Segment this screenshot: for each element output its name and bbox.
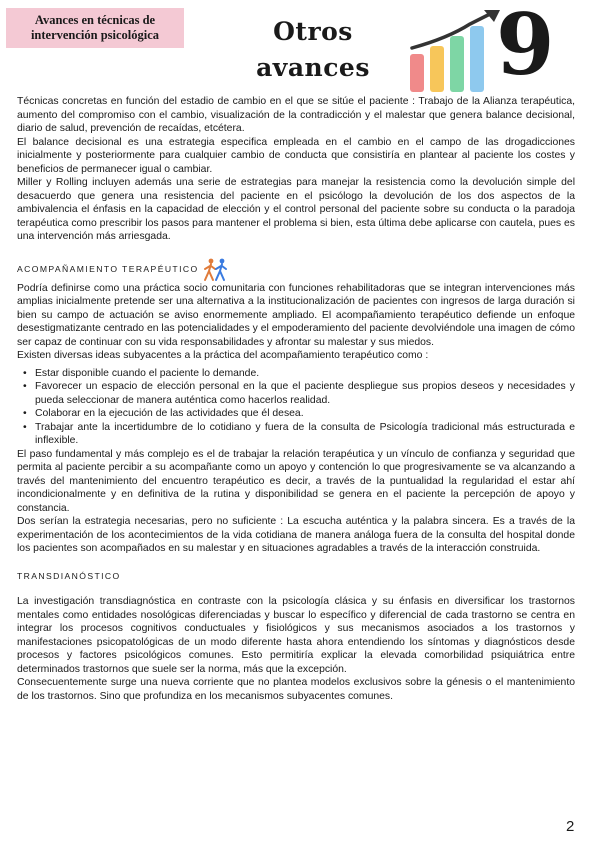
section2-paragraph-1: La investigación transdiagnóstica en contraste con la psicología clásica y su énfasis en diversificar los trastornos mentales como entidades nosológicas diferenciadas y buscar lo específico y diferencial de cada trastorno se centra en integrar los procesos cognitivos conductuales y fisiológicos y sus mecanismos asociados a los trastornos y manifestaciones psicopatológicas de un modo diferente hasta ahora entendiendo los síntomas y diagnósticos desde procesos y factores psicológicos comunes. Esto permitiría explicar la elevada comorbilidad psiquiátrica entre determinados trastornos que suele ser la norma, más que la excepción. <box>17 596 575 675</box>
section1-paragraph-2: Existen diversas ideas subyacentes a la práctica del acompañamiento terapéutico como : <box>17 350 429 361</box>
page-title <box>248 14 378 86</box>
section1-paragraph-4: Dos serían la estrategia necesarias, pero no suficiente : La escucha auténtica y la palabra sincera. Es a través de la experimentación de los acontecimientos de la vida cotidiana de manera análoga fuera de la consulta del hospital donde los pacientes son acompañados en su malestar y en situaciones agradables a través de la interacción construida. <box>17 516 575 554</box>
list-item: • Colaborar en la ejecución de las actividades que él desea. <box>23 407 575 421</box>
section1-bullet-list <box>23 367 575 448</box>
section-badge <box>6 8 184 48</box>
section1-paragraph-1: Podría definirse como una práctica socio comunitaria con funciones rehabilitadoras que se integran intervenciones más amplias inicialmente pretende ser una alternativa a la institucionalización de pacientes con ingresos de larga duración si bien su campo de actuación se aviso enormemente ampliado. El acompañamiento terapéutico defiende un enfoque desestigmatizante centrado en las potencialidades y el empoderamiento del paciente devolviéndole una imagen de cómo ser capaz de continuar con su vida responsabilidades y afrontar su malestar y sus miedos. <box>17 282 575 348</box>
title-line-2: avances <box>256 53 370 82</box>
list-item: • Estar disponible cuando el paciente lo demande. <box>23 367 575 381</box>
list-item: • Trabajar ante la incertidumbre de lo cotidiano y fuera de la consulta de Psicología tradicional más estructurada e inflexible. <box>23 421 575 448</box>
intro-paragraph-3: Miller y Rolling incluyen además una serie de estrategias para manejar la resistencia como la devolución simple del desacuerdo que genera una resistencia del paciente en el psicólogo la devolución de los dos aspectos de la ambivalencia el énfasis en la capacidad de elección y el control personal del paciente sobre su conducta o la paradoja terapéutica como prescribir los pasos para mantener el problema si bien, esta última debe aplicarse con cautela, pues es una intervención más arriesgada. <box>17 177 575 242</box>
walking-people-icon <box>201 258 231 282</box>
section-heading-text: TRANSDIANÓSTICO <box>17 570 121 581</box>
section-heading-transdianostico <box>17 570 575 584</box>
badge-line-1: Avances en técnicas de <box>34 13 156 27</box>
list-item: • Favorecer un espacio de elección personal en la que el paciente despliegue sus propios deseos y necesidades y pueda seleccionar de manera auténtica como hacerlos realidad. <box>23 380 575 407</box>
section-heading-text: ACOMPAÑAMIENTO TERAPÉUTICO <box>17 263 199 274</box>
intro-paragraph-2: El balance decisional es una estrategia especifica empleada en el cambio en el campo de las drogadicciones inicialmente y posteriormente para cualquier cambio de conducta que consistiría en plantear al paciente los costes y beneficios de permanecer igual o cambiar. <box>17 136 575 175</box>
section2-paragraph-2: Consecuentemente surge una nueva corriente que no plantea modelos exclusivos sobre la génesis o el mantenimiento de los trastornos. Sino que profundiza en los mecanismos subyacentes comunes. <box>17 677 575 702</box>
intro-paragraph-1: Técnicas concretas en función del estadio de cambio en el que se sitúe el paciente : Trabajo de la Alianza terapéutica, aumento del compromiso con el cambio, visualización de la contradicción y el malestar que genera balance decisional, diario de salud, prevención de recaídas, etcétera. <box>17 96 575 134</box>
chapter-number: 9 <box>496 0 555 94</box>
main-content <box>17 95 575 703</box>
title-line-1: Otros <box>273 17 353 46</box>
section-heading-acompanamiento <box>17 258 575 282</box>
badge-line-2: intervención psicológica <box>30 28 160 42</box>
section1-paragraph-3: El paso fundamental y más complejo es el de trabajar la relación terapéutica y un vínculo de confianza y seguridad que permita al paciente percibir a su acompañante como un apoyo y contención lo que progresivamente se va alcanzando a través del mantenimiento del encuentro terapéutico es decir, a través de la puntualidad la regularidad el estar ahí incondicionalmente y en definitiva de la rutina y disponibilidad se genera en el paciente la percepción de apoyo y constancia. <box>17 448 575 514</box>
page-number: 2 <box>566 818 575 835</box>
